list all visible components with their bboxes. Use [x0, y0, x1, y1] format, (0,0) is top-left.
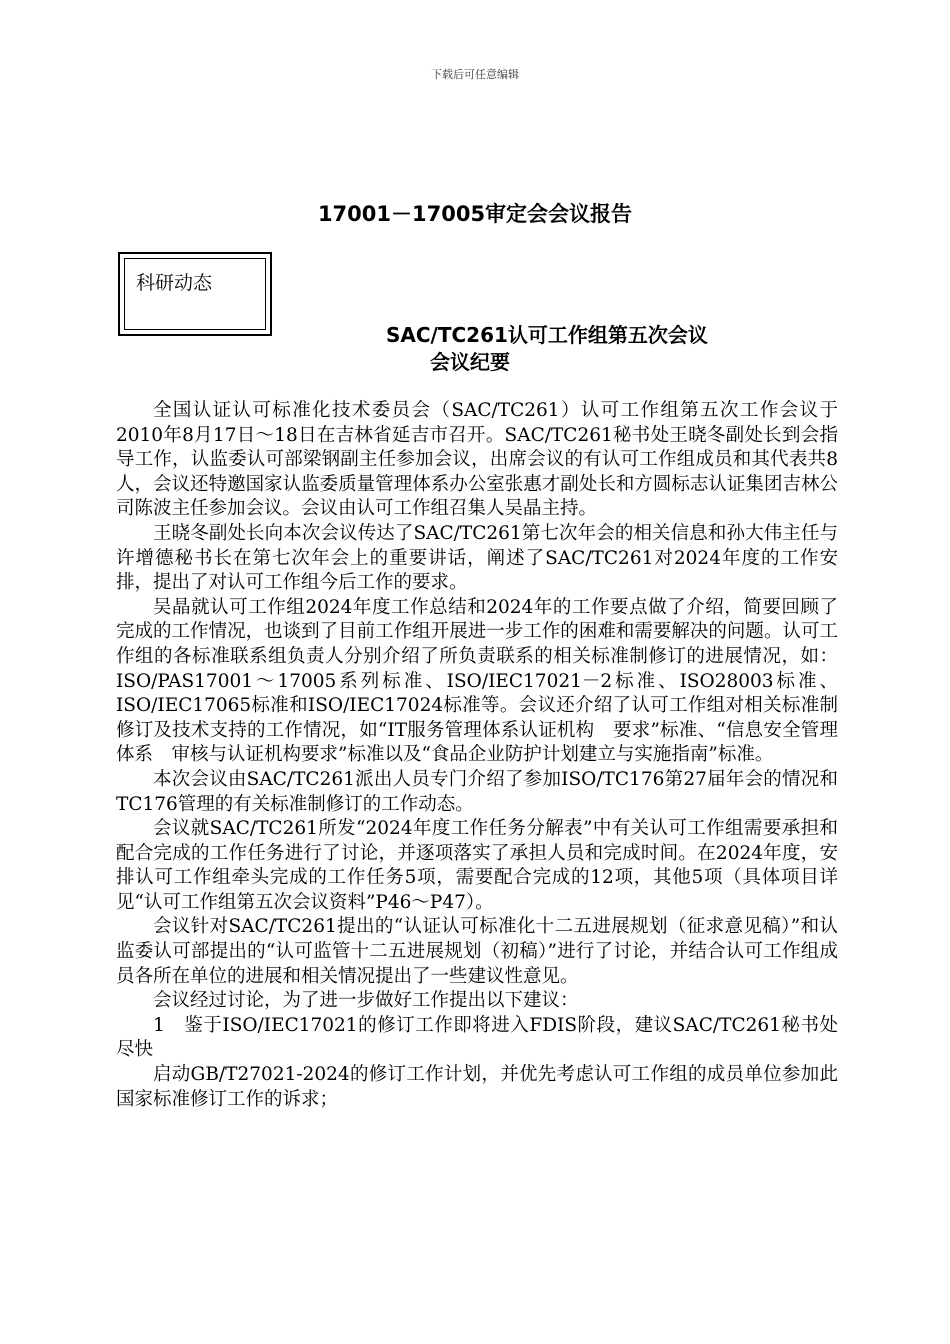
paragraph: 会议针对SAC/TC261提出的“认证认可标准化十二五进展规划（征求意见稿）”和认监委认可部提出的“认可监管十二五进展规划（初稿）”进行了讨论，并结合认可工作组成员各所在单位的进展和相关情况提出了一些建议性意见。 [116, 916, 838, 987]
body-text [116, 399, 838, 1112]
header-note: 下载后可任意编辑 [431, 68, 519, 81]
subtitle-line-2: 会议纪要 [430, 350, 510, 374]
paragraph: 全国认证认可标准化技术委员会（SAC/TC261）认可工作组第五次工作会议于2010年8月17日～18日在吉林省延吉市召开。SAC/TC261秘书处王晓冬副处长到会指导工作，认监委认可部梁钢副主任参加会议，出席会议的有认可工作组成员和其代表共8人，会议还特邀国家认监委质量管理体系办公室张惠才副处长和方圆标志认证集团吉林公司陈波主任参加会议。会议由认可工作组召集人吴晶主持。 [116, 400, 838, 520]
paragraph: 会议经过讨论，为了进一步做好工作提出以下建议： [153, 990, 579, 1012]
section-tag-label: 科研动态 [136, 272, 213, 294]
subtitle-line-1: SAC/TC261认可工作组第五次会议 [386, 323, 708, 347]
paragraph: 1 鉴于ISO/IEC17021的修订工作即将进入FDIS阶段，建议SAC/TC261秘书处尽快 [116, 1014, 838, 1061]
paragraph: 本次会议由SAC/TC261派出人员专门介绍了参加ISO/TC176第27届年会的情况和TC176管理的有关标准制修订的工作动态。 [116, 768, 838, 815]
paragraph: 启动GB/T27021-2024的修订工作计划，并优先考虑认可工作组的成员单位参加此国家标准修订工作的诉求； [116, 1064, 838, 1110]
section-tag-box [118, 252, 272, 336]
document-title: 17001－17005审定会会议报告 [317, 202, 633, 226]
paragraph: 会议就SAC/TC261所发“2024年度工作任务分解表”中有关认可工作组需要承担和配合完成的工作任务进行了讨论，并逐项落实了承担人员和完成时间。在2024年度，安排认可工作组牵头完成的工作任务5项，需要配合完成的12项，其他5项（具体项目详见“认可工作组第五次会议资料”P46～P47）。 [116, 818, 838, 913]
paragraph: 吴晶就认可工作组2024年度工作总结和2024年的工作要点做了介绍，简要回顾了完成的工作情况，也谈到了目前工作组开展进一步工作的困难和需要解决的问题。认可工作组的各标准联系组负责人分别介绍了所负责联系的相关标准制修订的进展情况，如：ISO/PAS17001～17005系列标准、ISO/IEC17021－2标准、ISO28003标准、ISO/IEC17065标准和ISO/IEC17024标准等。会议还介绍了认可工作组对相关标准制修订及技术支持的工作情况，如“IT服务管理体系认证机构 要求”标准、“信息安全管理体系 审核与认证机构要求”标准以及“食品企业防护计划建立与实施指南”标准。 [116, 596, 838, 766]
meeting-subtitle [386, 322, 708, 376]
paragraph: 王晓冬副处长向本次会议传达了SAC/TC261第七次年会的相关信息和孙大伟主任与许增德秘书长在第七次年会上的重要讲话，阐述了SAC/TC261对2024年度的工作安排，提出了对认可工作组今后工作的要求。 [116, 522, 838, 594]
